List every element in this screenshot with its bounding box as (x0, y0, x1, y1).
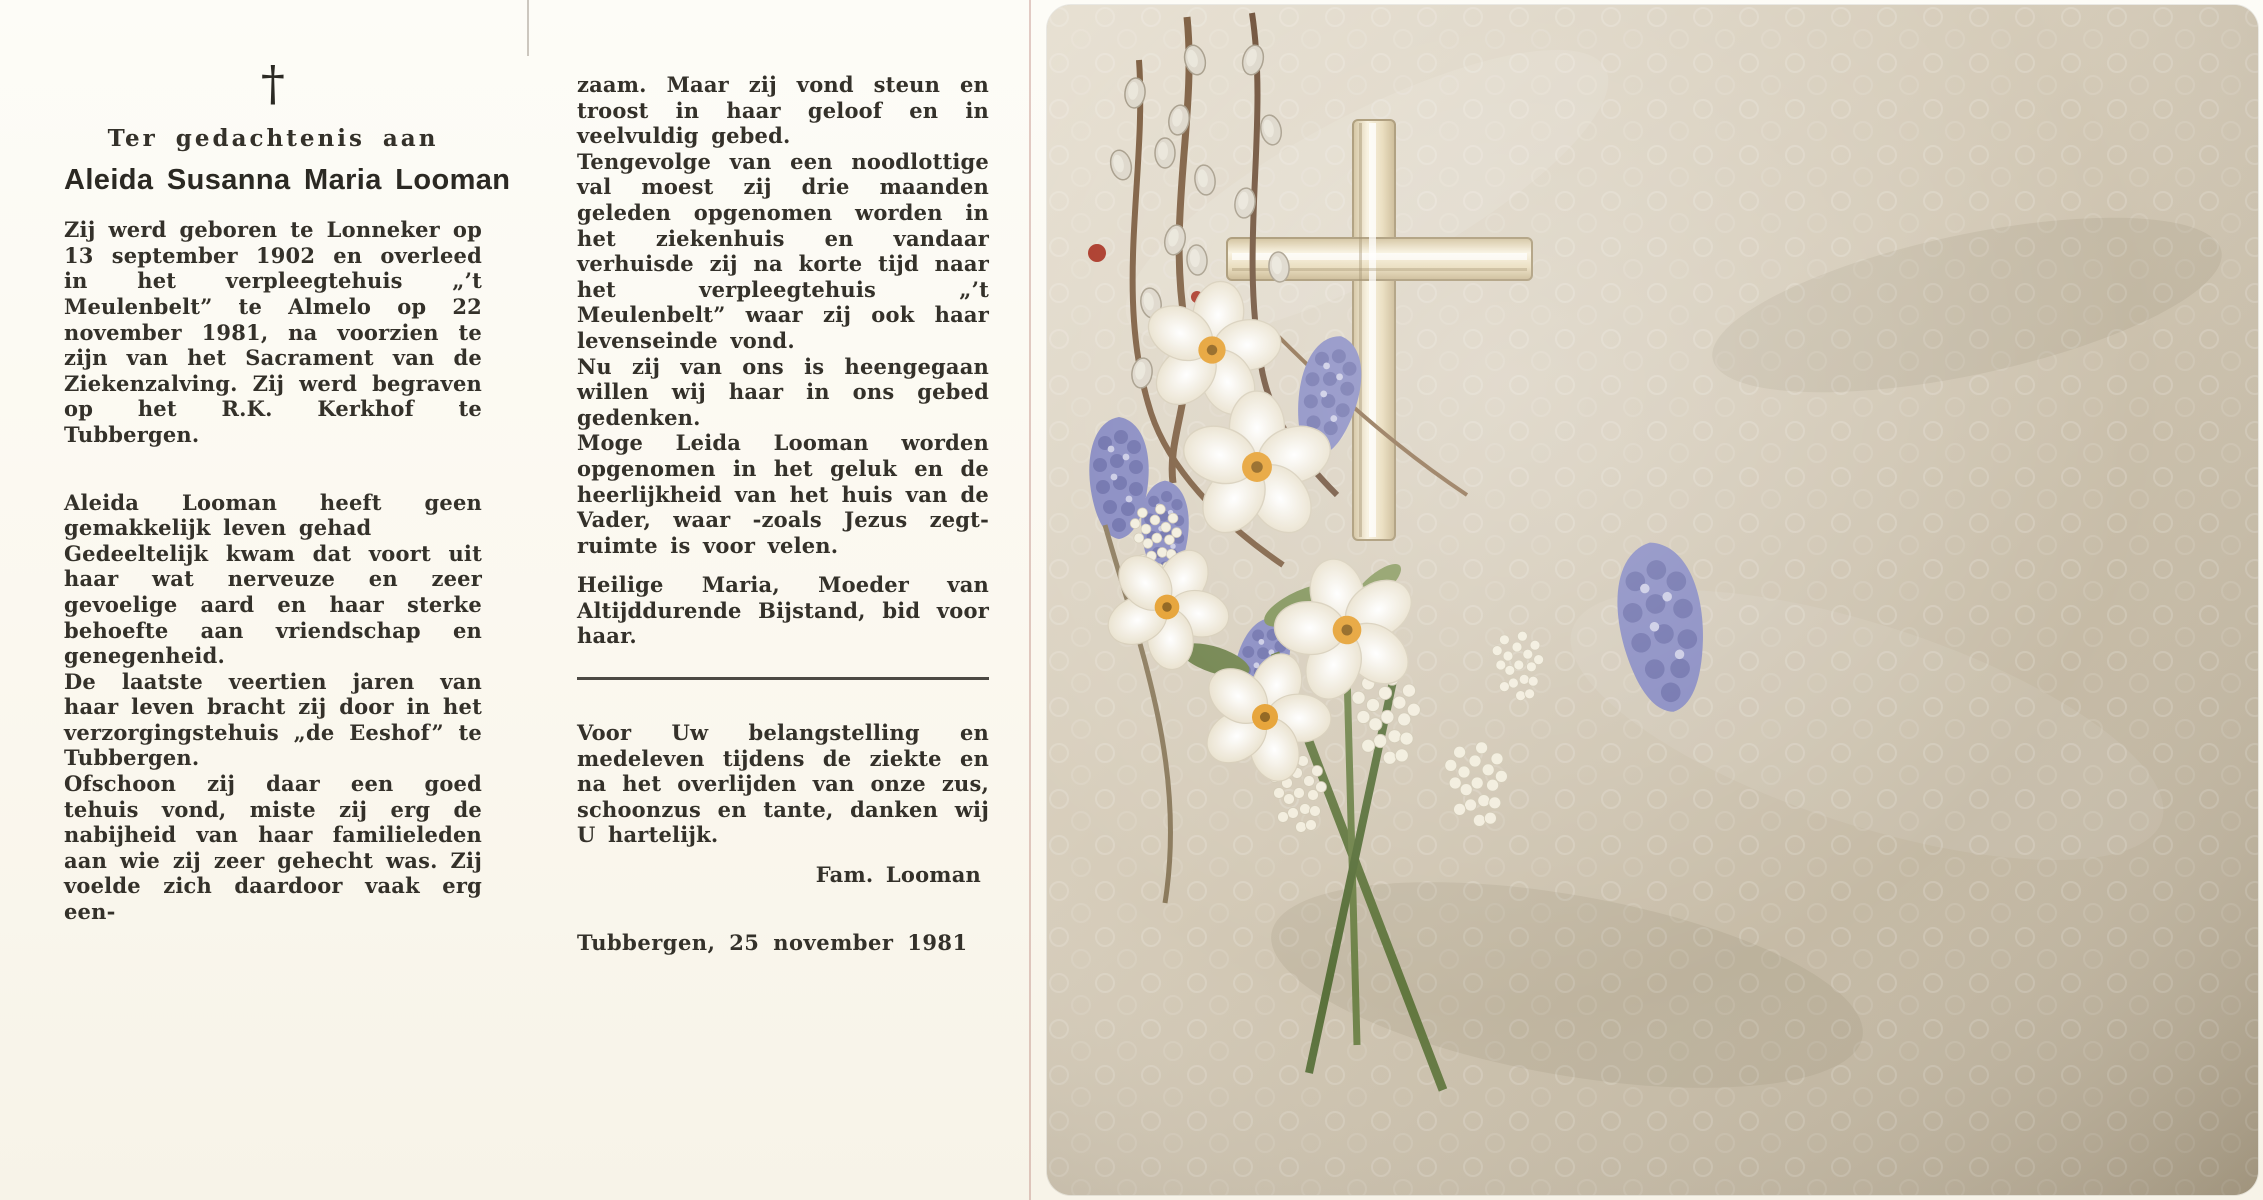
memorial-paragraph: De laatste veertien jaren van haar leven bracht zij door in het verzorgingstehuis „de Eeshof” te Tubbergen. (64, 668, 482, 771)
memorial-paragraph: zaam. Maar zij vond steun en troost in haar geloof en in veelvuldig gebed. (577, 72, 989, 149)
cross-symbol: † (260, 56, 286, 112)
memorial-paragraph: Nu zij van ons is heengegaan willen wij haar in ons gebed gedenken. (577, 353, 989, 430)
acknowledgement-paragraph: Voor Uw belangstelling en medeleven tijdens de ziekte en na het overlijden van onze zus, schoonzus en tante, danken wij U hartelijk. (577, 720, 989, 848)
memorial-paragraph: Tengevolge van een noodlottige val moest zij drie maanden geleden opgenomen worden in het ziekenhuis en vandaar verhuisde zij na korte tijd naar het verpleegtehuis „’t Meulenbelt” waar zij ook haar levenseinde vond. (577, 148, 989, 353)
text-column-2 (577, 72, 989, 955)
memorial-paragraph: Zij werd geboren te Lonneker op 13 september 1902 en overleed in het verpleegtehuis „’t Meulenbelt” te Almelo op 22 november 1981, na voorzien te zijn van het Sacrament van de Ziekenzalving. Zij werd begraven op het R.K. Kerkhof te Tubbergen. (64, 217, 482, 447)
memorial-photo (1047, 5, 2258, 1195)
intro-line: Ter gedachtenis aan (107, 125, 439, 152)
place-date-line: Tubbergen, 25 november 1981 (577, 929, 968, 955)
family-signature: Fam. Looman (815, 862, 981, 888)
memorial-photo-illustration (1047, 5, 2258, 1195)
text-column-1 (64, 56, 511, 925)
memorial-paragraph: Gedeeltelijk kwam dat voort uit haar wat nerveuze en zeer gevoelige aard en haar sterke behoefte aan vriendschap en genegenheid. (64, 540, 482, 669)
memorial-paragraph: Ofschoon zij daar een goed tehuis vond, miste zij erg de nabijheid van haar familieleden aan wie zij zeer gehecht was. Zij voelde zich daardoor vaak erg een- (64, 771, 482, 925)
deceased-name: Aleida Susanna Maria Looman (64, 163, 511, 196)
divider-rule (577, 677, 989, 680)
memorial-paragraph: Moge Leida Looman worden opgenomen in het geluk en de heerlijkheid van het huis van de Vader, waar -zoals Jezus zegt- ruimte is voor velen. (577, 430, 989, 558)
memorial-paragraph: Heilige Maria, Moeder van Altijddurende Bijstand, bid voor haar. (577, 572, 989, 649)
page-fold-line (1029, 0, 1031, 1200)
memorial-paragraph: Aleida Looman heeft geen gemakkelijk leven gehad (64, 489, 482, 541)
photo-vignette (1047, 5, 2258, 1195)
fold-mark (527, 0, 529, 56)
